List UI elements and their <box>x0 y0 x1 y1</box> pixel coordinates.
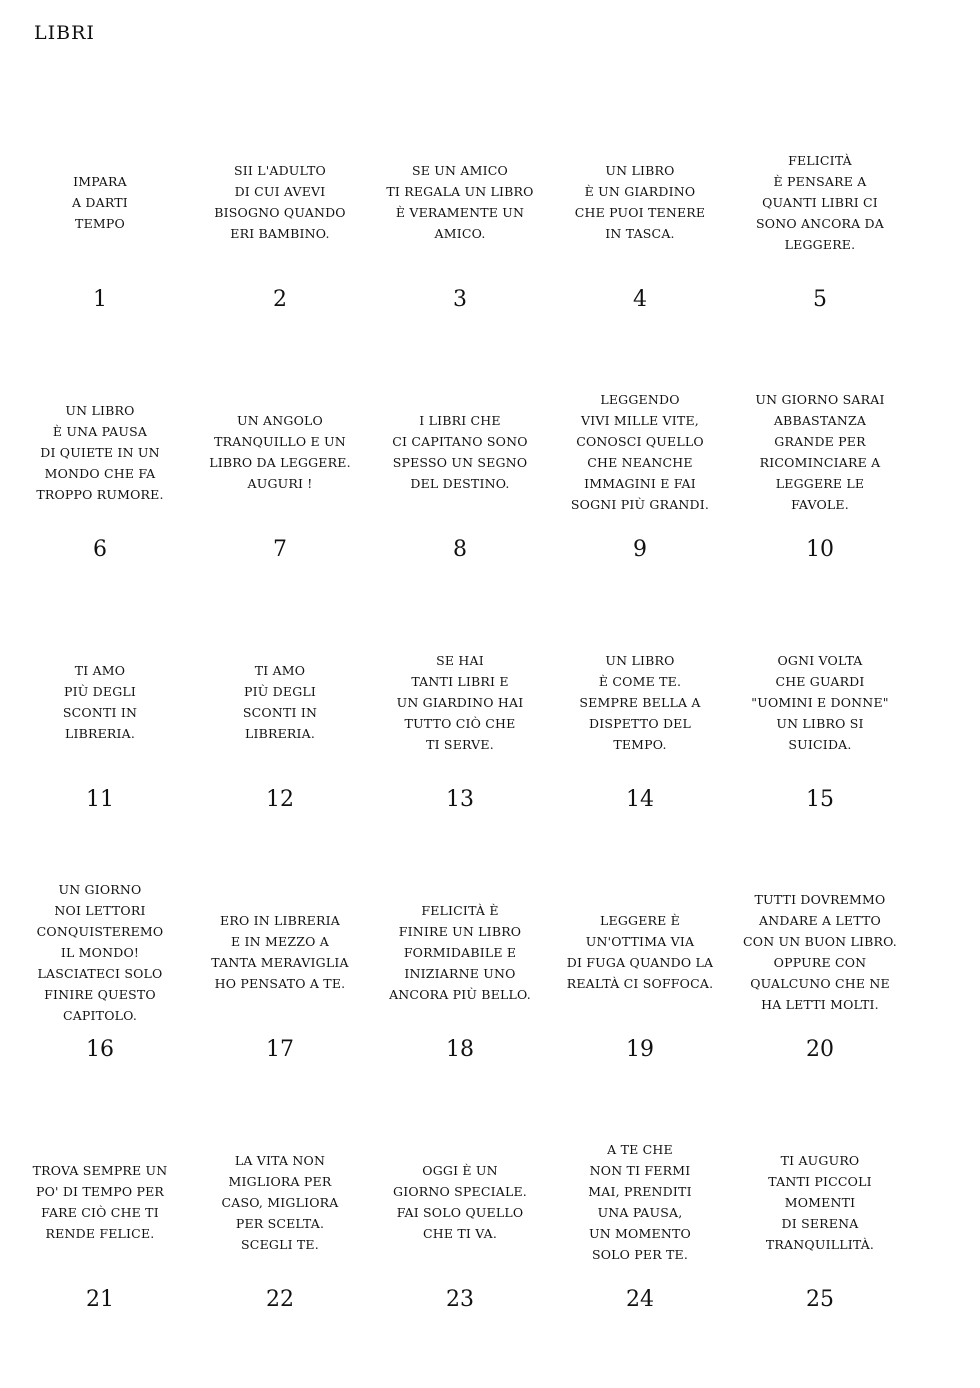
day-number: 6 <box>93 537 107 562</box>
quote-area <box>10 1128 190 1276</box>
quote-area <box>10 128 190 276</box>
quote-grid <box>10 0 910 1388</box>
day-number: 5 <box>813 287 827 312</box>
quote-area <box>190 1128 370 1276</box>
day-number: 11 <box>86 787 114 812</box>
day-number: 21 <box>86 1287 114 1312</box>
quote-area <box>550 128 730 276</box>
day-number: 12 <box>266 787 294 812</box>
quote-text: FELICITÀ È FINIRE UN LIBRO FORMIDABILE E INIZIARNE UNO ANCORA PIÙ BELLO. <box>389 902 531 1002</box>
quote-card <box>370 628 550 878</box>
quote-area <box>550 1128 730 1276</box>
day-number: 14 <box>626 787 654 812</box>
quote-area <box>730 1128 910 1276</box>
day-number: 22 <box>266 1287 294 1312</box>
quote-text: UN GIORNO SARAI ABBASTANZA GRANDE PER RICOMINCIARE A LEGGERE LE FAVOLE. <box>755 392 885 512</box>
day-number: 19 <box>626 1037 654 1062</box>
day-number: 4 <box>633 287 647 312</box>
quote-area <box>190 378 370 526</box>
quote-area <box>370 878 550 1026</box>
quote-card <box>730 128 910 378</box>
quote-card <box>190 128 370 378</box>
day-number: 3 <box>453 287 467 312</box>
day-number: 20 <box>806 1037 834 1062</box>
quote-area <box>370 128 550 276</box>
quote-card <box>10 128 190 378</box>
quote-text: UN ANGOLO TRANQUILLO E UN LIBRO DA LEGGERE. AUGURI ! <box>209 413 351 491</box>
quote-card <box>730 378 910 628</box>
quote-text: TI AUGURO TANTI PICCOLI MOMENTI DI SERENA TRANQUILLITÀ. <box>765 1152 875 1252</box>
quote-card <box>10 378 190 628</box>
quote-card <box>730 878 910 1128</box>
quote-card <box>190 628 370 878</box>
quote-text: LEGGERE È UN'OTTIMA VIA DI FUGA QUANDO LA REALTÀ CI SOFFOCA. <box>566 913 714 991</box>
quote-card <box>370 878 550 1128</box>
quote-text: UN GIORNO NOI LETTORI CONQUISTEREMO IL MONDO! LASCIATECI SOLO FINIRE QUESTO CAPITOLO. <box>36 881 164 1023</box>
quote-text: I LIBRI CHE CI CAPITANO SONO SPESSO UN SEGNO DEL DESTINO. <box>392 413 528 491</box>
quote-card <box>370 378 550 628</box>
quote-card <box>370 128 550 378</box>
quote-text: SE UN AMICO TI REGALA UN LIBRO È VERAMENTE UN AMICO. <box>386 163 534 241</box>
page-title: LIBRI <box>34 22 95 44</box>
day-number: 2 <box>273 287 287 312</box>
quote-card <box>370 1128 550 1378</box>
quote-area <box>190 128 370 276</box>
quote-area <box>730 378 910 526</box>
quote-text: OGNI VOLTA CHE GUARDI "UOMINI E DONNE" UN LIBRO SI SUICIDA. <box>751 652 889 752</box>
day-number: 25 <box>806 1287 834 1312</box>
quote-card <box>190 1128 370 1378</box>
day-number: 8 <box>453 537 467 562</box>
quote-area <box>10 628 190 776</box>
quote-area <box>550 628 730 776</box>
quote-card <box>730 1128 910 1378</box>
quote-area <box>550 878 730 1026</box>
quote-text: LA VITA NON MIGLIORA PER CASO, MIGLIORA PER SCELTA. SCEGLI TE. <box>221 1152 339 1252</box>
quote-area <box>730 128 910 276</box>
quote-card <box>550 878 730 1128</box>
quote-text: LEGGENDO VIVI MILLE VITE, CONOSCI QUELLO CHE NEANCHE IMMAGINI E FAI SOGNI PIÙ GRANDI. <box>570 392 710 512</box>
quote-text: SII L'ADULTO DI CUI AVEVI BISOGNO QUANDO ERI BAMBINO. <box>214 163 346 241</box>
quote-card <box>190 378 370 628</box>
quote-card <box>10 878 190 1128</box>
quote-area <box>370 628 550 776</box>
quote-text: SE HAI TANTI LIBRI E UN GIARDINO HAI TUTTO CIÒ CHE TI SERVE. <box>396 652 524 752</box>
quote-card <box>190 878 370 1128</box>
quote-area <box>550 378 730 526</box>
quote-text: IMPARA A DARTI TEMPO <box>72 173 128 231</box>
quote-area <box>730 628 910 776</box>
quote-area <box>10 378 190 526</box>
quote-area <box>190 878 370 1026</box>
day-number: 7 <box>273 537 287 562</box>
quote-area <box>10 878 190 1026</box>
day-number: 16 <box>86 1037 114 1062</box>
quote-text: TROVA SEMPRE UN PO' DI TEMPO PER FARE CIÒ CHE TI RENDE FELICE. <box>32 1163 168 1241</box>
quote-card <box>550 628 730 878</box>
day-number: 15 <box>806 787 834 812</box>
quote-text: TUTTI DOVREMMO ANDARE A LETTO CON UN BUON LIBRO. OPPURE CON QUALCUNO CHE NE HA LETTI MOLTI. <box>743 892 897 1012</box>
day-number: 9 <box>633 537 647 562</box>
day-number: 24 <box>626 1287 654 1312</box>
quote-card <box>550 378 730 628</box>
quote-card <box>10 1128 190 1378</box>
quote-text: TI AMO PIÙ DEGLI SCONTI IN LIBRERIA. <box>242 663 318 741</box>
quote-text: A TE CHE NON TI FERMI MAI, PRENDITI UNA PAUSA, UN MOMENTO SOLO PER TE. <box>588 1142 692 1262</box>
quote-card <box>550 128 730 378</box>
quote-text: UN LIBRO È UN GIARDINO CHE PUOI TENERE IN TASCA. <box>574 163 706 241</box>
quote-card <box>10 628 190 878</box>
quote-area <box>370 378 550 526</box>
day-number: 13 <box>446 787 474 812</box>
quote-text: OGGI È UN GIORNO SPECIALE. FAI SOLO QUELLO CHE TI VA. <box>393 1163 527 1241</box>
day-number: 17 <box>266 1037 294 1062</box>
quote-area <box>370 1128 550 1276</box>
quote-text: ERO IN LIBRERIA E IN MEZZO A TANTA MERAVIGLIA HO PENSATO A TE. <box>211 913 349 991</box>
quote-text: UN LIBRO È UNA PAUSA DI QUIETE IN UN MONDO CHE FA TROPPO RUMORE. <box>36 402 164 502</box>
quote-text: TI AMO PIÙ DEGLI SCONTI IN LIBRERIA. <box>62 663 138 741</box>
day-number: 23 <box>446 1287 474 1312</box>
quote-area <box>730 878 910 1026</box>
quote-text: FELICITÀ È PENSARE A QUANTI LIBRI CI SONO ANCORA DA LEGGERE. <box>755 152 884 252</box>
day-number: 1 <box>93 287 107 312</box>
quote-card <box>550 1128 730 1378</box>
quote-card <box>730 628 910 878</box>
quote-area <box>190 628 370 776</box>
quote-text: UN LIBRO È COME TE. SEMPRE BELLA A DISPETTO DEL TEMPO. <box>579 652 701 752</box>
day-number: 18 <box>446 1037 474 1062</box>
day-number: 10 <box>806 537 834 562</box>
